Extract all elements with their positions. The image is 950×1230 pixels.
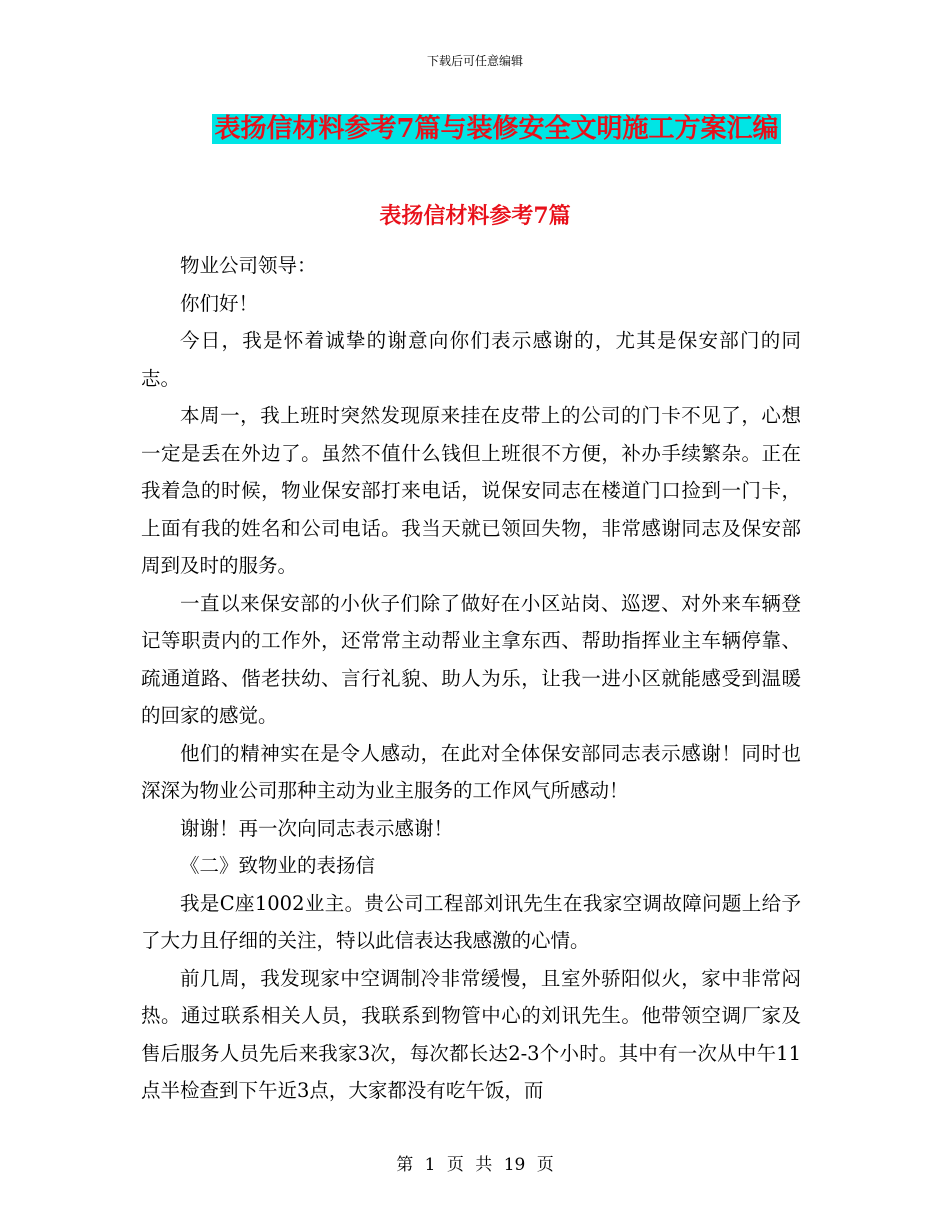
paragraph: 谢谢！再一次向同志表示感谢！: [180, 816, 454, 840]
page-header-note: 下载后可任意编辑: [426, 54, 523, 68]
paragraph-salutation: 物业公司领导：: [180, 254, 317, 277]
paragraph: 他们的精神实在是令人感动，在此对全体保安部同志表示感谢！同时也深深为物业公司那种主动为业主服务的工作风气所感动！: [141, 741, 801, 802]
paragraph: 我是C座1002业主。贵公司工程部刘讯先生在我家空调故障问题上给予了大力且仔细的关注，特以此信表达我感激的心情。: [141, 891, 801, 952]
paragraph: 本周一，我上班时突然发现原来挂在皮带上的公司的门卡不见了，心想一定是丢在外边了。虽然不值什么钱但上班很不方便，补办手续繁杂。正在我着急的时候，物业保安部打来电话，说保安同志在楼道门口捡到一门卡，上面有我的姓名和公司电话。我当天就已领回失物，非常感谢同志及保安部周到及时的服务。: [141, 404, 801, 577]
section-title: 表扬信材料参考7篇: [379, 203, 571, 229]
paragraph-greeting: 你们好！: [180, 291, 259, 315]
paragraph: 前几周，我发现家中空调制冷非常缓慢，且室外骄阳似火，家中非常闷热。通过联系相关人员，我联系到物管中心的刘讯先生。他带领空调厂家及售后服务人员先后来我家3次，每次都长达2-3个小时。其中有一次从中午11点半检查到下午近3点，大家都没有吃午饭，而: [141, 966, 801, 1102]
document-title-text: 表扬信材料参考7篇与装修安全文明施工方案汇编: [214, 114, 779, 144]
document-title: [140, 110, 853, 148]
document-body: [141, 247, 801, 1110]
paragraph: 一直以来保安部的小伙子们除了做好在小区站岗、巡逻、对外来车辆登记等职责内的工作外，还常常主动帮业主拿东西、帮助指挥业主车辆停靠、疏通道路、偕老扶幼、言行礼貌、助人为乐，让我一进小区就能感受到温暖的回家的感觉。: [141, 591, 801, 727]
page-number-footer: 第 1 页 共 19 页: [396, 1155, 554, 1175]
letter-heading: 《二》致物业的表扬信: [180, 854, 376, 877]
paragraph: 今日，我是怀着诚挚的谢意向你们表示感谢的，尤其是保安部门的同志。: [141, 329, 801, 390]
